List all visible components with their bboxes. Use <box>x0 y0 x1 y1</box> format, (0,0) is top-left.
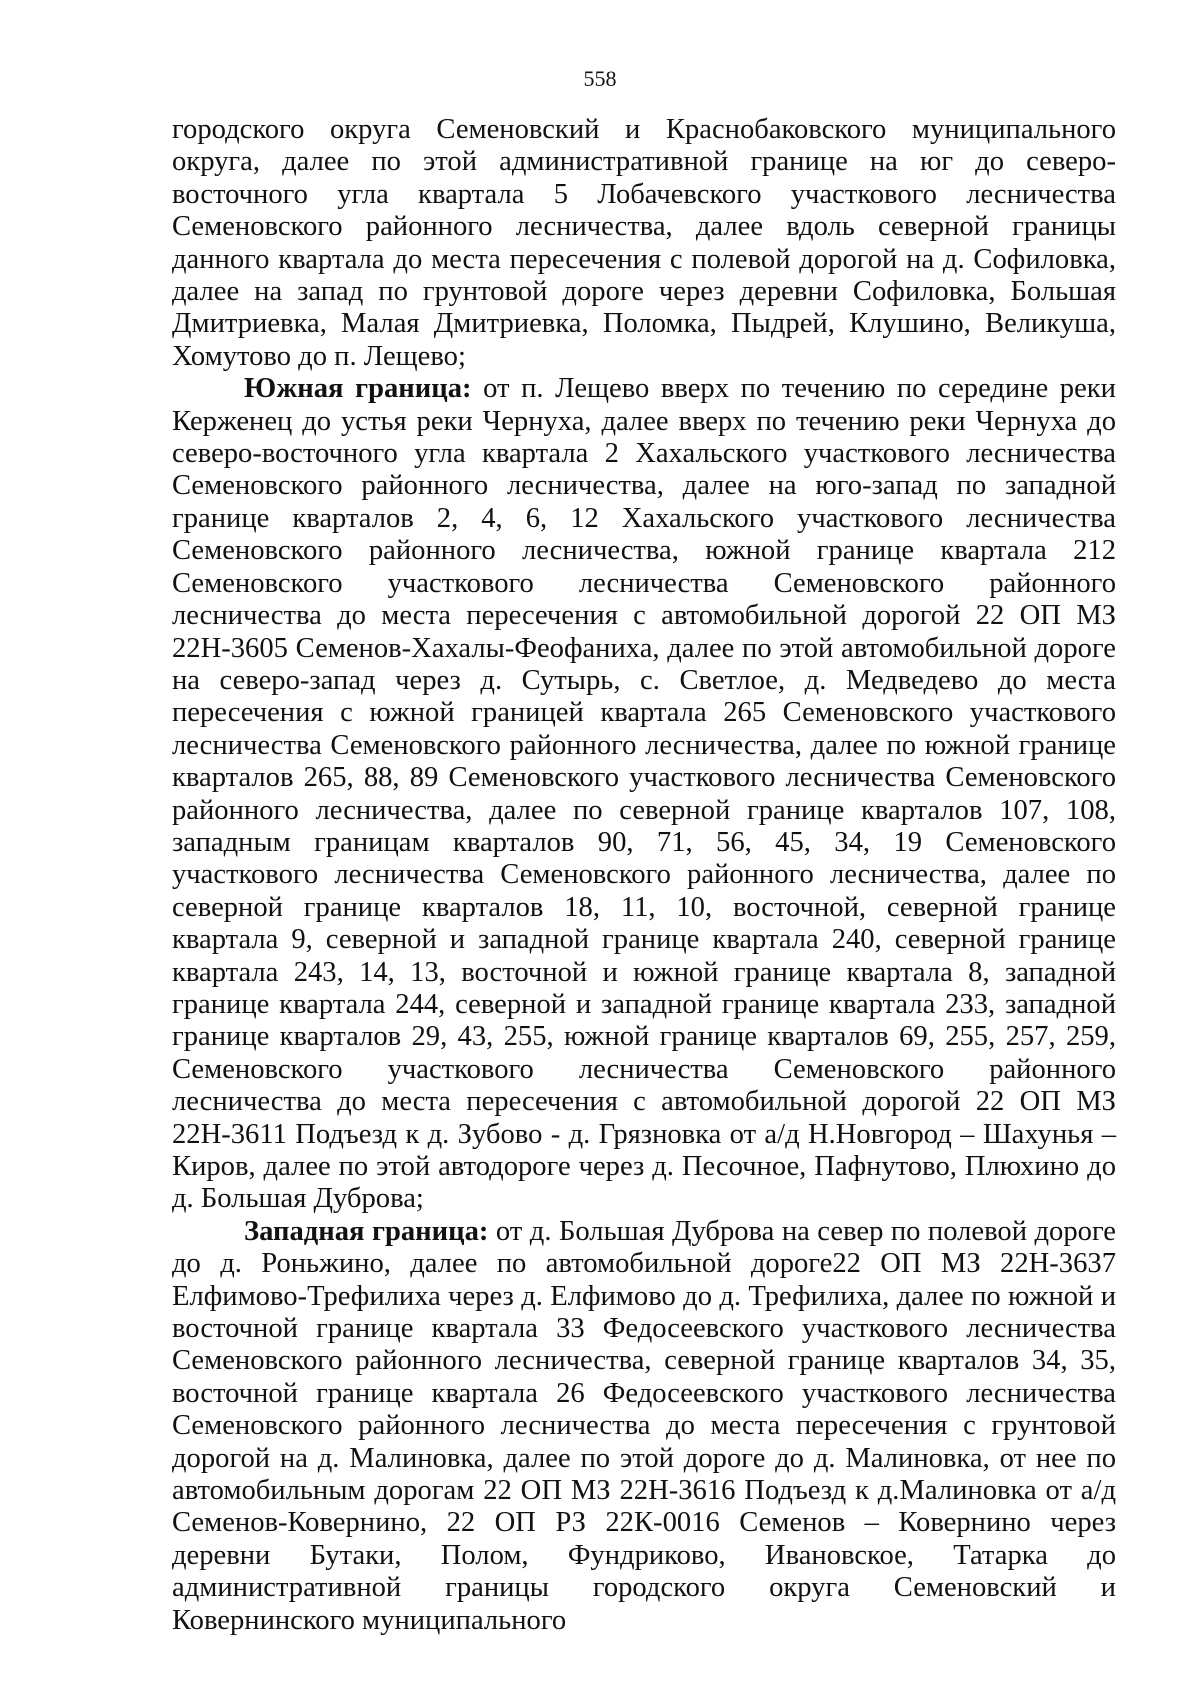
paragraph-text: городского округа Семеновский и Краснобаковского муниципального округа, далее по этой административной границе на юг до северо-восточного угла квартала 5 Лобачевского участкового лесничества Семеновского районного лесничества, далее вдоль северной границы данного квартала до места пересечения с полевой дорогой на д. Софиловка, далее на запад по грунтовой дороге через деревни Софиловка, Большая Дмитриевка, Малая Дмитриевка, Поломка, Пыдрей, Клушино, Великуша, Хомутово до п. Лещево; <box>172 114 1116 372</box>
paragraph-west-border <box>172 1216 1116 1637</box>
page-number: 558 <box>583 66 617 91</box>
paragraph-south-border <box>172 373 1116 1216</box>
paragraph-text: от п. Лещево вверх по течению по середине реки Керженец до устья реки Чернуха, далее вверх по течению реки Чернуха до северо-восточного угла квартала 2 Хахальского участкового лесничества Семеновского районного лесничества, далее на юго-запад по западной границе кварталов 2, 4, 6, 12 Хахальского участкового лесничества Семеновского районного лесничества, южной границе квартала 212 Семеновского участкового лесничества Семеновского районного лесничества до места пересечения с автомобильной дорогой 22 ОП МЗ 22Н-3605 Семенов-Хахалы-Феофаниха, далее по этой автомобильной дороге на северо-запад через д. Сутырь, с. Светлое, д. Медведево до места пересечения с южной границей квартала 265 Семеновского участкового лесничества Семеновского районного лесничества, далее по южной границе кварталов 265, 88, 89 Семеновского участкового лесничества Семеновского районного лесничества, далее по северной границе кварталов 107, 108, западным границам кварталов 90, 71, 56, 45, 34, 19 Семеновского участкового лесничества Семеновского районного лесничества, далее по северной границе кварталов 18, 11, 10, восточной, северной границе квартала 9, северной и западной границе квартала 240, северной границе квартала 243, 14, 13, восточной и южной границе квартала 8, западной границе квартала 244, северной и западной границе квартала 233, западной границе кварталов 29, 43, 255, южной границе кварталов 69, 255, 257, 259, Семеновского участкового лесничества Семеновского районного лесничества до места пересечения с автомобильной дорогой 22 ОП МЗ 22Н-3611 Подъезд к д. Зубово - д. Грязновка от а/д Н.Новгород – Шахунья – Киров, далее по этой автодороге через д. Песочное, Пафнутово, Плюхино до д. Большая Дуброва; <box>172 373 1116 1215</box>
document-body <box>172 114 1116 1637</box>
section-heading-south: Южная граница: <box>244 373 472 405</box>
paragraph-north-border-continuation <box>172 114 1116 373</box>
section-heading-west: Западная граница: <box>244 1215 489 1247</box>
paragraph-text: от д. Большая Дуброва на север по полевой дороге до д. Роньжино, далее по автомобильной дороге22 ОП МЗ 22Н-3637 Елфимово-Трефилиха через д. Елфимово до д. Трефилиха, далее по южной и восточной границе квартала 33 Федосеевского участкового лесничества Семеновского районного лесничества, северной границе кварталов 34, 35, восточной границе квартала 26 Федосеевского участкового лесничества Семеновского районного лесничества до места пересечения с грунтовой дорогой на д. Малиновка, далее по этой дороге до д. Малиновка, от нее по автомобильным дорогам 22 ОП МЗ 22Н-3616 Подъезд к д.Малиновка от а/д Семенов-Ковернино, 22 ОП РЗ 22К-0016 Семенов – Ковернино через деревни Бутаки, Полом, Фундриково, Ивановское, Татарка до административной границы городского округа Семеновский и Ковернинского муниципального <box>172 1215 1116 1636</box>
